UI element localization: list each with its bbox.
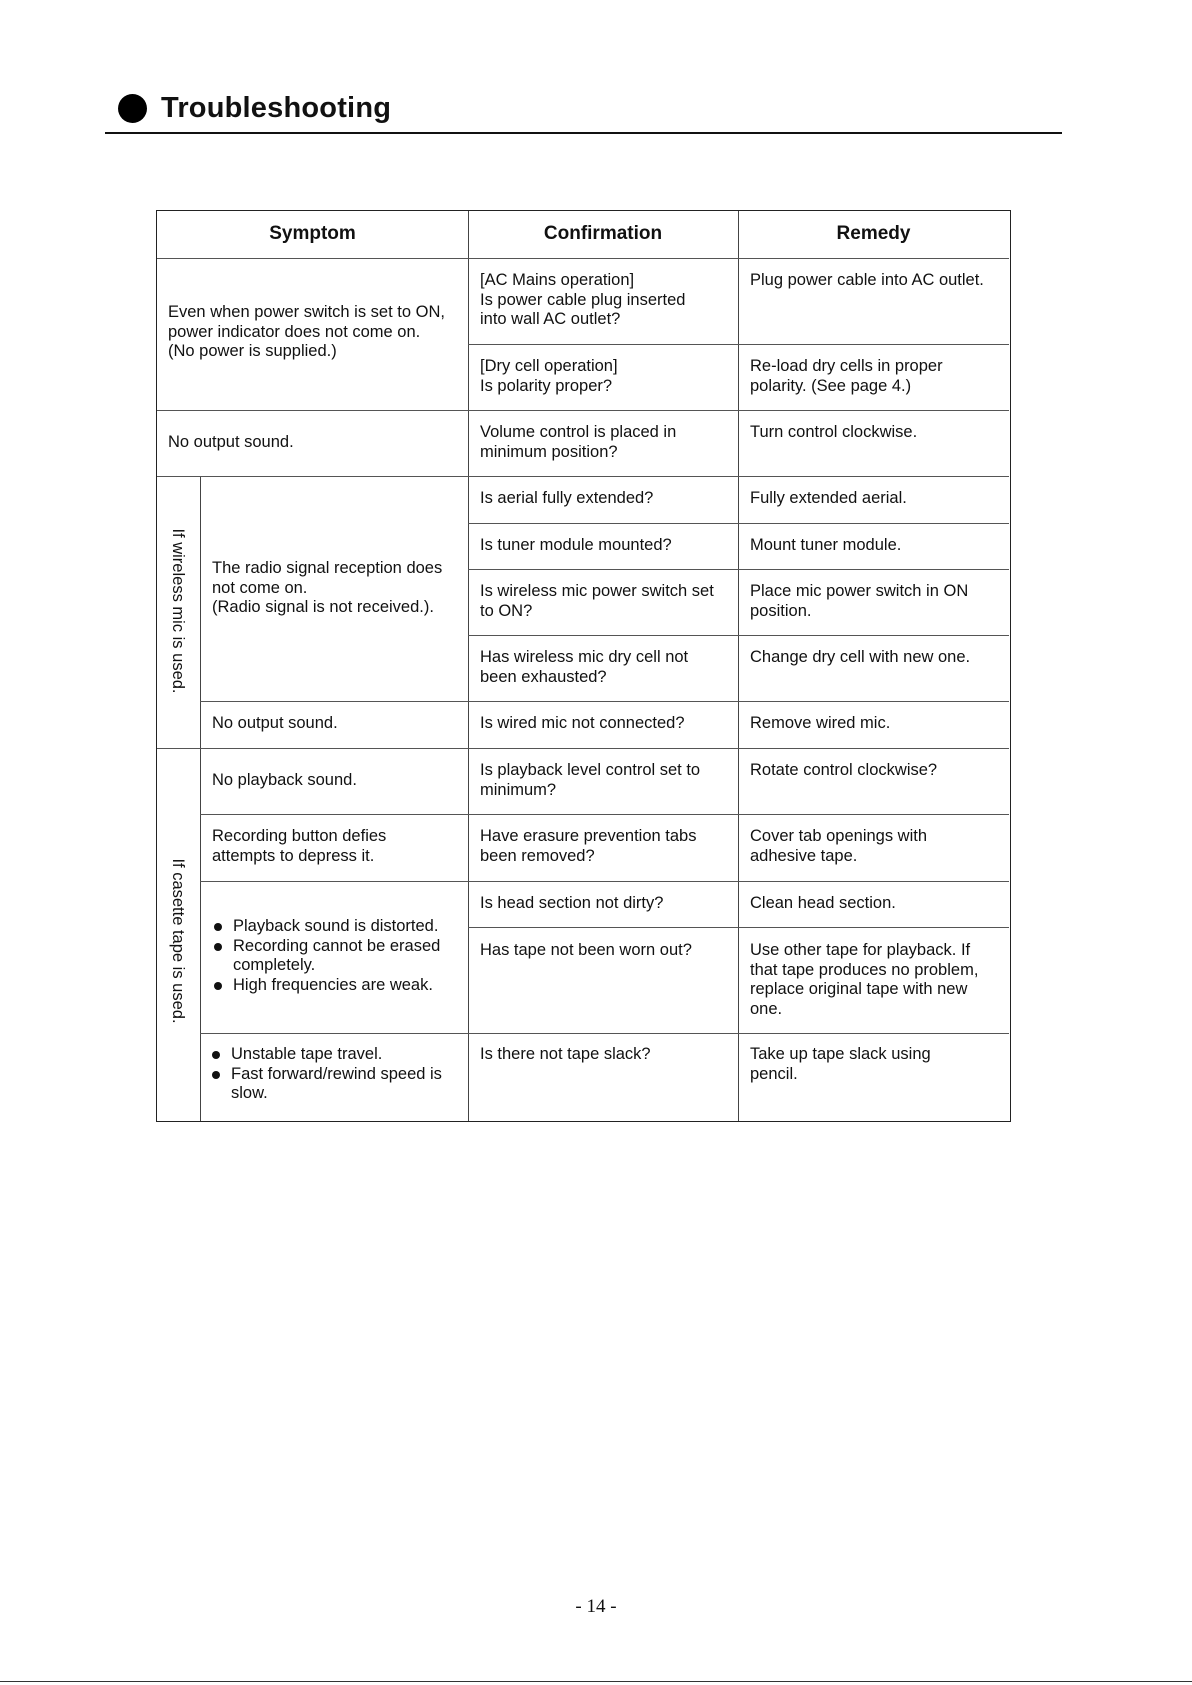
text-line: power indicator does not come on. [168,322,421,341]
text-line: Rotate control clockwise? [750,761,938,779]
group-column-divider [200,476,201,1121]
symptom-radio-signal [212,559,462,618]
text-line: Is polarity proper? [480,376,613,395]
confirm-ac-mains [480,271,735,330]
bullet-icon [118,94,147,123]
list-item [212,976,462,996]
text-line: Playback sound is distorted. [233,917,439,935]
confirm-erasure-tabs [480,827,735,866]
confirm-tuner [480,536,735,556]
bullet-icon [214,943,222,951]
remedy-dry-cell [750,357,1005,396]
bullet-icon [214,923,222,931]
remedy-mic-cell [750,648,1005,668]
section-title: Troubleshooting [161,91,392,124]
text-line: completely. [233,956,316,974]
text-line: (Radio signal is not received.). [212,598,434,616]
text-line: Remove wired mic. [750,714,891,732]
symptom-no-playback [212,771,462,791]
col-divider-confirmation [468,211,469,1121]
row-divider [200,701,1009,702]
header-rule [105,132,1062,134]
text-line: No playback sound. [212,771,357,789]
remedy-tuner [750,536,1005,556]
symptom-no-output [168,433,463,453]
text-line: pencil. [750,1064,798,1083]
text-line: been exhausted? [480,667,607,686]
confirm-mic-cell [480,648,735,687]
text-line: not come on. [212,578,308,597]
symptom-recording-button [212,827,462,866]
text-line: Take up tape slack using [750,1045,931,1063]
confirm-aerial [480,489,735,509]
remedy-ac-mains [750,271,1005,291]
list-item [212,1065,462,1104]
bullet-icon [212,1071,220,1079]
text-line: into wall AC outlet? [480,310,621,328]
row-divider [200,814,1009,815]
text-line: Is aerial fully extended? [480,489,654,507]
text-line: Have erasure prevention tabs [480,827,697,845]
confirm-dry-cell [480,357,735,396]
list-item [212,937,462,976]
remedy-tape-worn [750,941,1005,1019]
symptom-tape-travel-list [212,1045,462,1104]
text-line: No output sound. [168,433,294,451]
text-line: Is power cable plug inserted [480,290,686,309]
bullet-icon [212,1051,220,1059]
text-line: Use other tape for playback. If [750,941,971,959]
text-line: Is there not tape slack? [480,1045,651,1063]
confirm-playback-level [480,761,735,800]
header-confirmation: Confirmation [543,223,663,244]
col-divider-remedy [738,211,739,1121]
text-line: Re-load dry cells in proper [750,357,943,375]
text-line: Is head section not dirty? [480,894,664,912]
text-line: Cover tab openings with [750,827,928,845]
text-line: Fully extended aerial. [750,489,907,507]
row-divider [157,410,1009,411]
header-divider [157,258,1009,259]
text-line: replace original tape with new [750,980,968,998]
text-line: Is playback level control set to [480,761,701,779]
text-line: attempts to depress it. [212,846,375,865]
text-line: Is wired mic not connected? [480,714,685,732]
group-label-cassette: If casette tape is used. [169,858,187,1024]
text-line: polarity. (See page 4.) [750,376,912,395]
row-divider [468,523,1009,524]
row-divider [468,344,1009,345]
row-divider [468,635,1009,636]
remedy-playback-level [750,761,1005,781]
text-line: Clean head section. [750,894,896,912]
symptom-no-power [168,303,463,362]
row-divider [468,927,1009,928]
remedy-mic-switch [750,582,1005,621]
group-label-wireless: If wireless mic is used. [169,528,187,694]
text-line: minimum position? [480,442,618,461]
bottom-edge-line [0,1681,1192,1682]
text-line: minimum? [480,780,557,799]
text-line: slow. [231,1084,268,1102]
remedy-wired-mic [750,714,1005,734]
text-line: Turn control clockwise. [750,423,918,441]
text-line: Place mic power switch in ON [750,582,969,600]
list-item [212,1045,462,1065]
remedy-tape-slack [750,1045,1005,1084]
row-divider [468,569,1009,570]
troubleshooting-table [156,210,1011,1122]
text-line: Is tuner module mounted? [480,536,672,554]
text-line: Has tape not been worn out? [480,941,692,959]
header-symptom: Symptom [269,223,356,244]
text-line: Plug power cable into AC outlet. [750,271,984,289]
text-line: Change dry cell with new one. [750,648,971,666]
text-line: No output sound. [212,714,338,732]
symptom-distortion-list [212,917,462,995]
text-line: [Dry cell operation] [480,357,618,375]
confirm-tape-slack [480,1045,735,1065]
row-divider [157,476,1009,477]
confirm-volume [480,423,735,462]
header-remedy: Remedy [836,223,911,244]
text-line: position. [750,601,812,620]
text-line: Volume control is placed in [480,423,677,441]
page-number: - 14 - [575,1596,617,1617]
bullet-icon [214,982,222,990]
text-line: Recording button defies [212,827,387,845]
row-divider [157,748,1009,749]
section-header [118,88,391,128]
text-line: [AC Mains operation] [480,271,635,289]
text-line: that tape produces no problem, [750,960,979,979]
text-line: Has wireless mic dry cell not [480,648,689,666]
text-line: Is wireless mic power switch set [480,582,714,600]
symptom-wired-no-output [212,714,462,734]
text-line: Fast forward/rewind speed is [231,1064,442,1083]
confirm-mic-switch [480,582,735,621]
text-line: Unstable tape travel. [231,1045,383,1063]
confirm-tape-worn [480,941,735,961]
remedy-erasure-tabs [750,827,1005,866]
text-line: to ON? [480,601,533,620]
row-divider [200,1033,1009,1034]
text-line: adhesive tape. [750,846,858,865]
confirm-wired-mic [480,714,735,734]
remedy-head-section [750,894,1005,914]
text-line: High frequencies are weak. [233,975,433,994]
text-line: The radio signal reception does [212,559,443,577]
text-line: been removed? [480,846,595,865]
text-line: one. [750,999,783,1018]
remedy-volume [750,423,1005,443]
row-divider [200,881,1009,882]
text-line: Mount tuner module. [750,536,902,554]
text-line: Even when power switch is set to ON, [168,303,445,321]
text-line: (No power is supplied.) [168,342,337,360]
remedy-aerial [750,489,1005,509]
text-line: Recording cannot be erased [233,936,441,955]
list-item [212,917,462,937]
confirm-head-section [480,894,735,914]
